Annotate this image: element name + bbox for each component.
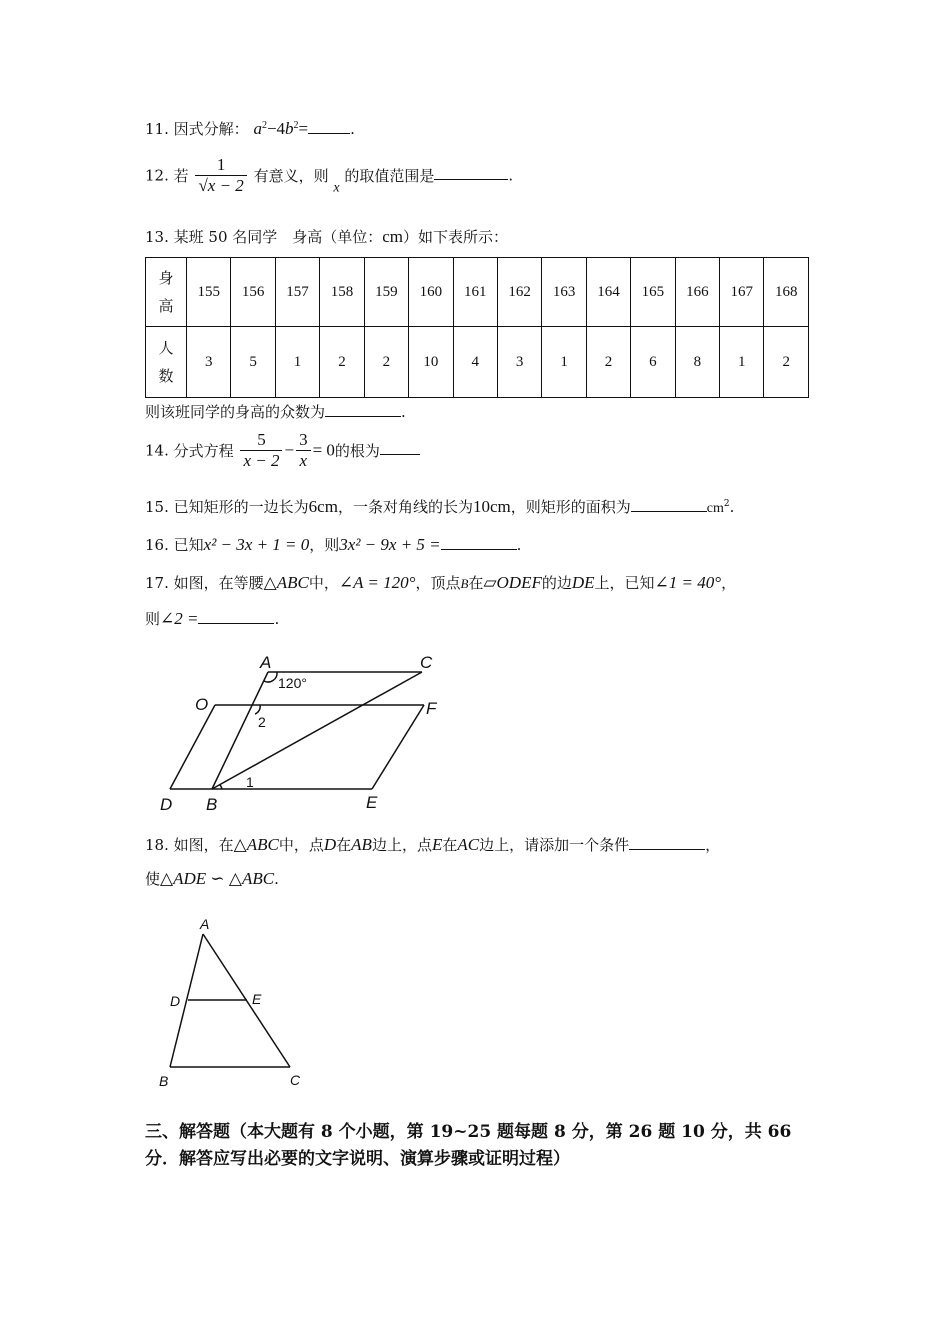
label-D: D	[160, 795, 173, 814]
q14-eq0: = 0	[312, 440, 335, 460]
q15-unit: cm	[706, 501, 724, 516]
q12-number: 12.	[145, 166, 169, 185]
label-F: F	[426, 699, 437, 718]
question-17-line2	[145, 608, 279, 629]
table-cell: 161	[453, 258, 497, 327]
q13-number: 13.	[145, 228, 169, 246]
q18-end1: ，	[705, 836, 721, 854]
q13-text: 某班 50 名同学 身高（单位：	[173, 228, 383, 246]
q18-text4: 边上，点	[371, 836, 432, 854]
q18-line2a: 使	[145, 870, 161, 888]
q11-var-a: a	[253, 119, 262, 138]
table-cell: 2	[586, 327, 630, 398]
q14-fraction-1	[240, 430, 282, 471]
q12-ruo: 若	[173, 167, 189, 185]
q14-f1-den: x − 2	[240, 450, 282, 471]
q15-number: 15.	[145, 498, 169, 516]
question-12	[145, 155, 513, 197]
q14-f2-num: 3	[299, 430, 308, 449]
q11-sup1: 2	[261, 120, 267, 131]
q14-f1-num: 5	[257, 430, 266, 449]
table-cell: 4	[453, 327, 497, 398]
q17-text5: 的边	[541, 574, 572, 592]
q18-text5: 在	[442, 836, 458, 854]
table-cell: 3	[187, 327, 231, 398]
q12-frac-num: 1	[216, 155, 226, 174]
table-cell: 168	[764, 258, 809, 327]
q17-side: DE	[571, 573, 595, 592]
q17-end1: ，	[721, 574, 737, 592]
q11-text: 因式分解：	[173, 120, 249, 138]
q11-sup2: 2	[293, 120, 299, 131]
q18-ptD: D	[323, 835, 337, 854]
table-cell: 162	[497, 258, 541, 327]
q16-eq1: x² − 3x + 1 = 0	[203, 535, 310, 554]
label-angle-2: 2	[258, 714, 266, 730]
q15-end: .	[729, 498, 735, 516]
q14-tail: 的根为	[334, 442, 380, 460]
q17-text6: 上，已知	[594, 574, 655, 592]
q17-para: ▱ODEF	[483, 573, 542, 592]
q12-tail: 的取值范围是	[344, 167, 435, 185]
q17-text3: ，顶点	[415, 574, 461, 592]
q18-ptE: E	[431, 835, 443, 854]
label-A: A	[200, 916, 210, 932]
table-row-counts	[146, 327, 809, 398]
label-C: C	[290, 1072, 301, 1088]
table-cell: 2	[764, 327, 809, 398]
table-cell: 1	[542, 327, 586, 398]
label-angle-120: 120°	[278, 675, 307, 691]
q15-text1: 已知矩形的一边长为	[173, 498, 309, 516]
table-cell: 167	[720, 258, 764, 327]
label-D: D	[170, 993, 181, 1009]
segment-OD	[170, 705, 215, 789]
table-cell: 10	[409, 327, 453, 398]
q14-text: 分式方程	[173, 442, 234, 460]
q18-end: .	[274, 870, 279, 888]
q18-text3: 在	[336, 836, 352, 854]
q15-answer-blank[interactable]	[631, 499, 707, 512]
q18-sideAB: AB	[351, 835, 372, 854]
question-18-line2	[145, 868, 279, 889]
table-row-heights	[146, 258, 809, 327]
q12-frac-den	[195, 175, 246, 196]
height-table	[145, 257, 809, 398]
label-O: O	[195, 695, 209, 714]
q16-text2: ，则	[309, 536, 340, 554]
q17-text2: 中，	[308, 574, 339, 592]
label-B: B	[159, 1073, 169, 1089]
q17-figure	[150, 648, 460, 818]
q13-unit: cm	[382, 227, 404, 246]
question-17	[145, 572, 736, 593]
q16-answer-blank[interactable]	[441, 537, 517, 550]
q17-line2a: 则	[145, 610, 161, 628]
q11-var-b: b	[285, 119, 294, 138]
label-A: A	[260, 653, 272, 672]
label-C: C	[420, 653, 433, 672]
q13-after-table	[145, 401, 406, 422]
q15-v2: 10cm	[472, 497, 511, 516]
segment-AB	[212, 672, 268, 789]
label-E: E	[366, 793, 378, 812]
q16-text1: 已知	[173, 536, 204, 554]
q18-answer-blank[interactable]	[629, 837, 705, 850]
q11-minus4: −4	[266, 119, 286, 138]
q11-eq: =	[298, 119, 309, 138]
table-cell: 166	[675, 258, 719, 327]
q14-number: 14.	[145, 441, 169, 460]
table-cell: 2	[364, 327, 408, 398]
q17-angA: ∠A = 120°	[338, 573, 416, 592]
q13-end: .	[401, 403, 406, 421]
q17-number: 17.	[145, 574, 169, 592]
q12-fraction	[195, 155, 246, 196]
q12-radicand: x − 2	[207, 176, 244, 195]
table-cell: 2	[320, 327, 364, 398]
q15-sup: 2	[723, 499, 730, 509]
table-cell: 8	[675, 327, 719, 398]
table-cell: 160	[409, 258, 453, 327]
q12-sqrt-symbol: √	[198, 176, 208, 195]
q17-ang1: ∠1 = 40°	[654, 573, 722, 592]
section-3-heading-line2: 分．解答应写出必要的文字说明、演算步骤或证明过程）	[145, 1149, 570, 1169]
q12-var: x	[333, 180, 340, 196]
table-cell: 159	[364, 258, 408, 327]
question-16	[145, 534, 521, 555]
q16-number: 16.	[145, 536, 169, 554]
table-cell: 6	[631, 327, 675, 398]
label-B: B	[206, 795, 218, 814]
q11-number: 11.	[145, 120, 169, 138]
angle-arc-2	[255, 705, 260, 714]
q15-text3: ，则矩形的面积为	[510, 498, 631, 516]
label-angle-1: 1	[246, 774, 254, 790]
table-cell: 158	[320, 258, 364, 327]
q15-v1: 6cm	[308, 497, 338, 516]
question-14	[145, 430, 420, 471]
q16-eq2: 3x² − 9x + 5 =	[339, 535, 441, 554]
q18-text2: 中，点	[278, 836, 324, 854]
q17-end: .	[274, 610, 280, 628]
q17-ptB: B	[460, 576, 469, 591]
table-cell: 1	[720, 327, 764, 398]
label-E: E	[252, 991, 262, 1007]
q17-ang2: ∠2 =	[160, 609, 199, 628]
q17-text1: 如图，在等腰	[173, 574, 264, 592]
q17-tri: △ABC	[263, 573, 309, 592]
q14-answer-blank[interactable]	[380, 442, 420, 455]
segment-BC	[212, 672, 422, 789]
table-cell: 1	[275, 327, 319, 398]
q11-answer-blank[interactable]	[308, 121, 350, 134]
question-11	[145, 118, 355, 139]
q16-end: .	[516, 536, 522, 554]
q12-mid: 有意义，则	[253, 167, 329, 185]
table-cell: 157	[275, 258, 319, 327]
question-15	[145, 496, 734, 517]
q17-text4: 在	[468, 574, 484, 592]
q12-end: .	[508, 166, 514, 185]
q13-answer-blank[interactable]	[325, 404, 401, 417]
q13-text2: ）如下表所示：	[403, 228, 509, 246]
q11-end: .	[350, 120, 355, 138]
table-cell: 163	[542, 258, 586, 327]
question-18	[145, 834, 720, 855]
q18-text1: 如图，在	[173, 836, 234, 854]
q18-text6: 边上，请添加一个条件	[479, 836, 630, 854]
table-cell: 3	[497, 327, 541, 398]
q13-after-text: 则该班同学的身高的众数为	[145, 403, 326, 421]
table-cell: 165	[631, 258, 675, 327]
section-3-heading-line1: 三、解答题（本大题有 8 个小题，第 19~25 题每题 8 分，第 26 题 10 分，共 66	[145, 1122, 792, 1142]
q18-number: 18.	[145, 836, 169, 854]
q14-f2-den: x	[296, 450, 311, 471]
q18-figure	[150, 912, 320, 1092]
q12-answer-blank[interactable]	[434, 167, 508, 180]
q17-answer-blank[interactable]	[198, 611, 274, 624]
segment-FE	[372, 705, 424, 789]
q18-tri: △ABC	[233, 835, 279, 854]
q18-sim: △ADE ∽ △ABC	[160, 869, 275, 888]
row-label-count: 人 数	[146, 327, 187, 398]
row-label-height: 身 高	[146, 258, 187, 327]
question-13	[145, 226, 508, 247]
table-cell: 164	[586, 258, 630, 327]
q18-sideAC: AC	[457, 835, 480, 854]
q15-text2: ，一条对角线的长为	[337, 498, 473, 516]
table-cell: 5	[231, 327, 275, 398]
q14-minus: −	[284, 440, 295, 460]
q14-fraction-2	[296, 430, 311, 471]
table-cell: 155	[187, 258, 231, 327]
table-cell: 156	[231, 258, 275, 327]
